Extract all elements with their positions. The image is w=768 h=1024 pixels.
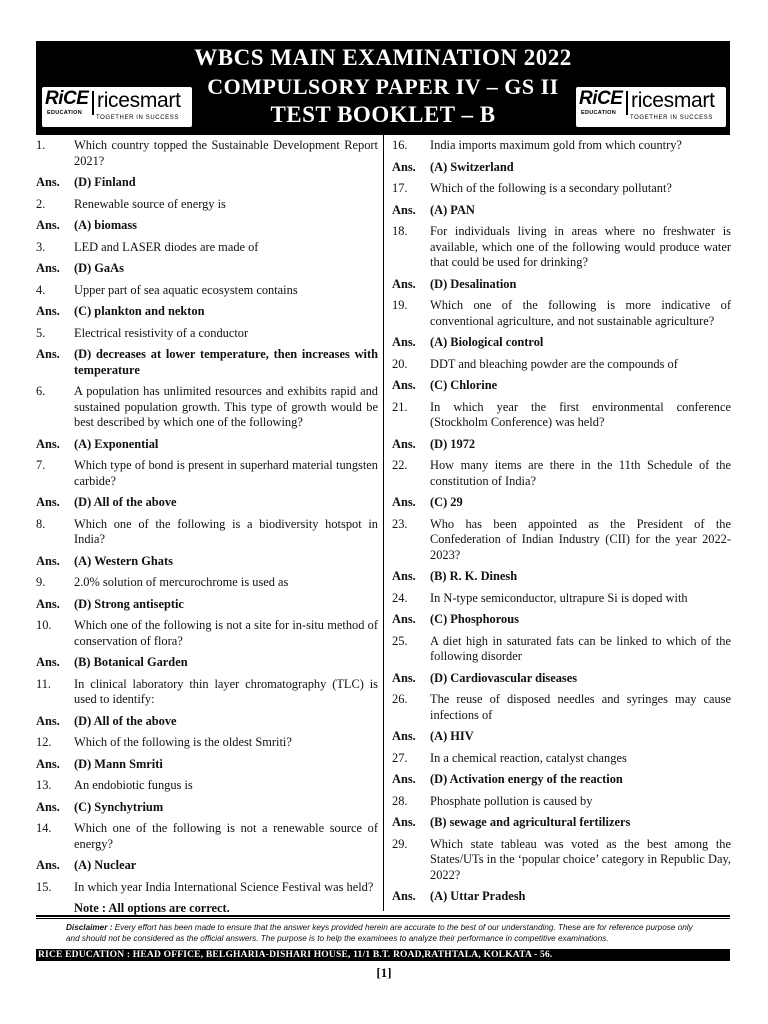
question-row	[392, 138, 731, 154]
question-row	[36, 880, 378, 896]
question-row	[36, 735, 378, 751]
paper-title: COMPULSORY PAPER IV – GS II	[207, 74, 559, 99]
answer-row	[36, 261, 378, 277]
answer-row	[392, 495, 731, 511]
question-number: 24.	[392, 590, 408, 605]
answer-row	[392, 772, 731, 788]
question-text: Who has been appointed as the President of the Confederation of Indian Industry (CII) for the year 2022-2023?	[430, 516, 731, 562]
disclaimer-label: Disclaimer :	[66, 923, 113, 932]
question-number: 11.	[36, 676, 52, 691]
exam-header	[36, 41, 730, 135]
answer-text: (A) Biological control	[430, 335, 544, 349]
answer-text: (C) Synchytrium	[74, 799, 164, 814]
question-number: 18.	[392, 224, 408, 238]
question-text: The reuse of disposed needles and syringes may cause infections of	[430, 692, 731, 722]
question-row	[392, 692, 731, 723]
logo-tagline: TOGETHER IN SUCCESS	[96, 115, 179, 121]
question-number: 1.	[36, 138, 46, 152]
question-row	[392, 400, 731, 431]
question-row	[36, 384, 378, 431]
question-row	[36, 677, 378, 708]
disclaimer-text: Every effort has been made to ensure that the answer keys provided herein are accurate to the best of our understanding. These are for reference purpose only and should not be considered as the official answers. The purpose is to help the examinees to analyze their performance in competitive examinations.	[66, 923, 693, 943]
answer-row	[36, 218, 378, 234]
question-text: Which one of the following is more indicative of conventional agriculture, and not sustainable agriculture?	[430, 298, 731, 328]
question-number: 8.	[36, 516, 46, 531]
answer-row	[392, 160, 731, 176]
question-row	[36, 517, 378, 548]
answer-label: Ans.	[392, 569, 416, 583]
answer-label: Ans.	[392, 276, 416, 291]
answer-text: (A) Uttar Pradesh	[430, 889, 526, 903]
question-row	[36, 138, 378, 169]
question-number: 29.	[392, 836, 408, 851]
answer-label: Ans.	[392, 495, 416, 509]
question-number: 27.	[392, 750, 408, 765]
answer-row	[36, 554, 378, 570]
question-row	[392, 794, 731, 810]
answer-row	[392, 671, 731, 687]
question-text: A population has unlimited resources and exhibits rapid and sustained population growth. This type of growth would be best described by which one of the following?	[74, 384, 378, 429]
answer-row	[36, 347, 378, 378]
question-number: 13.	[36, 778, 52, 792]
question-number: 12.	[36, 735, 52, 749]
answer-label: Ans.	[392, 772, 416, 786]
rice-logo-left	[42, 87, 192, 127]
question-number: 5.	[36, 325, 46, 340]
logo-edu-text: EDUCATION	[581, 110, 616, 116]
question-text: DDT and bleaching powder are the compounds of	[430, 356, 678, 371]
answer-label: Ans.	[36, 495, 60, 509]
answer-text: (A) Nuclear	[74, 858, 137, 872]
question-number: 25.	[392, 633, 408, 648]
address-bar: RICE EDUCATION : HEAD OFFICE, BELGHARIA-DISHARI HOUSE, 11/1 B.T. ROAD,RATHTALA, KOLKATA - 56.	[36, 949, 730, 961]
answer-text: (D) Finland	[74, 175, 136, 189]
question-text: In clinical laboratory thin layer chromatography (TLC) is used to identify:	[74, 676, 378, 706]
question-number: 9.	[36, 575, 46, 589]
answer-text: (D) All of the above	[74, 713, 177, 728]
question-text: An endobiotic fungus is	[74, 778, 193, 792]
answer-row	[392, 378, 731, 394]
question-row	[392, 517, 731, 564]
answer-label: Ans.	[392, 815, 416, 829]
question-number: 23.	[392, 516, 408, 531]
answer-text: (D) 1972	[430, 436, 476, 451]
answer-text: (C) plankton and nekton	[74, 304, 205, 318]
column-divider	[383, 135, 384, 911]
answer-label: Ans.	[36, 304, 60, 318]
answer-row	[36, 655, 378, 671]
question-text: In which year India International Science Festival was held?	[74, 879, 374, 894]
answer-text: (A) HIV	[430, 729, 474, 743]
rice-logo-right	[576, 87, 726, 127]
question-text: Electrical resistivity of a conductor	[74, 325, 249, 340]
footer-rule	[36, 915, 730, 917]
question-row	[392, 591, 731, 607]
answer-row	[36, 175, 378, 191]
answer-row	[392, 569, 731, 585]
question-row	[36, 326, 378, 342]
answer-row	[392, 335, 731, 351]
question-number: 19.	[392, 298, 408, 312]
question-text: Which one of the following is a biodiversity hotspot in India?	[74, 516, 378, 546]
answer-row	[392, 612, 731, 628]
question-row	[36, 458, 378, 489]
question-text: India imports maximum gold from which country?	[430, 138, 682, 152]
answer-row	[392, 437, 731, 453]
answer-row	[36, 495, 378, 511]
question-number: 16.	[392, 138, 408, 152]
question-text: Phosphate pollution is caused by	[430, 793, 593, 808]
footer-rule-thin	[36, 918, 730, 919]
left-question-column	[36, 138, 378, 923]
question-number: 3.	[36, 239, 46, 254]
question-text: How many items are there in the 11th Schedule of the constitution of India?	[430, 458, 731, 488]
question-text: Which of the following is the oldest Smriti?	[74, 735, 292, 749]
answer-label: Ans.	[36, 347, 60, 361]
question-text: Renewable source of energy is	[74, 196, 226, 211]
logo-separator	[626, 91, 628, 115]
question-row	[392, 357, 731, 373]
answer-text: (D) Desalination	[430, 276, 517, 291]
question-text: In which year the first environmental conference (Stockholm Conference) was held?	[430, 399, 731, 429]
answer-text: (C) Chlorine	[430, 378, 498, 392]
answer-row	[392, 729, 731, 745]
answer-label: Ans.	[392, 889, 416, 903]
answer-label: Ans.	[392, 335, 416, 349]
logo-brand-text: ricesmart	[631, 89, 715, 112]
answer-label: Ans.	[36, 858, 60, 872]
logo-rice-text: RiCE	[45, 88, 89, 109]
answer-row	[392, 815, 731, 831]
question-number: 14.	[36, 821, 52, 835]
question-number: 7.	[36, 458, 46, 472]
answer-row	[36, 437, 378, 453]
answer-label: Ans.	[392, 612, 416, 626]
question-row	[36, 240, 378, 256]
answer-text: (D) Cardiovascular diseases	[430, 670, 578, 685]
answer-text: (D) Mann Smriti	[74, 756, 163, 771]
logo-tagline: TOGETHER IN SUCCESS	[630, 115, 713, 121]
question-number: 17.	[392, 181, 408, 195]
question-row	[392, 224, 731, 271]
answer-label: Ans.	[36, 218, 60, 232]
question-text: Which state tableau was voted as the best among the States/UTs in the ‘popular choice’ category in Republic Day, 2022?	[430, 836, 731, 882]
disclaimer	[66, 922, 706, 944]
answer-text: (B) Botanical Garden	[74, 655, 188, 669]
question-number: 10.	[36, 618, 52, 632]
answer-label: Ans.	[36, 799, 60, 814]
question-number: 21.	[392, 399, 408, 414]
answer-row	[36, 858, 378, 874]
question-text: In a chemical reaction, catalyst changes	[430, 750, 627, 765]
answer-text: Note : All options are correct.	[74, 901, 230, 915]
answer-row	[392, 277, 731, 293]
answer-label: Ans.	[392, 729, 416, 743]
question-number: 20.	[392, 356, 408, 371]
question-text: Which one of the following is not a site for in-situ method of conservation of flora?	[74, 618, 378, 648]
question-number: 22.	[392, 458, 408, 472]
question-text: In N-type semiconductor, ultrapure Si is doped with	[430, 590, 688, 605]
answer-row	[36, 757, 378, 773]
question-text: Upper part of sea aquatic ecosystem contains	[74, 282, 298, 297]
answer-label: Ans.	[392, 159, 416, 174]
answer-text: (A) Switzerland	[430, 159, 514, 174]
question-row	[392, 751, 731, 767]
question-number: 28.	[392, 793, 408, 808]
answer-text: (C) 29	[430, 495, 463, 509]
question-text: Which of the following is a secondary pollutant?	[430, 181, 672, 195]
answer-text: (A) Exponential	[74, 436, 159, 451]
question-text: Which type of bond is present in superhard material tungsten carbide?	[74, 458, 378, 488]
answer-row	[36, 800, 378, 816]
answer-label: Ans.	[36, 261, 60, 275]
booklet-title: TEST BOOKLET – B	[270, 102, 496, 127]
answer-text: (D) Activation energy of the reaction	[430, 772, 623, 786]
question-row	[36, 283, 378, 299]
question-number: 4.	[36, 282, 46, 297]
answer-label: Ans.	[36, 175, 60, 189]
logo-separator	[92, 91, 94, 115]
answer-label: Ans.	[36, 756, 60, 771]
question-text: A diet high in saturated fats can be linked to which of the following disorder	[430, 633, 731, 663]
question-row	[36, 575, 378, 591]
logo-edu-text: EDUCATION	[47, 110, 82, 116]
answer-text: (A) Western Ghats	[74, 553, 173, 568]
question-row	[36, 821, 378, 852]
question-row	[36, 618, 378, 649]
page-number: [1]	[376, 965, 392, 980]
answer-text: (B) sewage and agricultural fertilizers	[430, 815, 631, 829]
question-row	[392, 458, 731, 489]
answer-text: (C) Phosphorous	[430, 612, 519, 626]
answer-row	[36, 304, 378, 320]
question-text: For individuals living in areas where no freshwater is available, which one of the following would produce water that could be used for drinking?	[430, 224, 731, 269]
answer-row	[392, 203, 731, 219]
question-text: Which one of the following is not a renewable source of energy?	[74, 821, 378, 851]
answer-label: Ans.	[36, 553, 60, 568]
right-question-column	[392, 138, 731, 911]
question-text: 2.0% solution of mercurochrome is used as	[74, 575, 289, 589]
answer-row	[36, 714, 378, 730]
question-number: 26.	[392, 692, 408, 706]
logo-rice-text: RiCE	[579, 88, 623, 109]
exam-title: WBCS MAIN EXAMINATION 2022	[194, 45, 572, 70]
question-row	[392, 181, 731, 197]
answer-text: (D) GaAs	[74, 261, 124, 275]
answer-label: Ans.	[36, 713, 60, 728]
answer-row	[392, 889, 731, 905]
question-number: 15.	[36, 879, 52, 894]
answer-text: (B) R. K. Dinesh	[430, 569, 518, 583]
answer-label: Ans.	[36, 436, 60, 451]
question-row	[36, 778, 378, 794]
question-row	[392, 298, 731, 329]
question-text: Which country topped the Sustainable Development Report 2021?	[74, 138, 378, 168]
answer-label: Ans.	[36, 655, 60, 669]
answer-text: (D) Strong antiseptic	[74, 596, 184, 611]
answer-text: (A) PAN	[430, 202, 475, 217]
question-row	[36, 197, 378, 213]
answer-row	[36, 597, 378, 613]
answer-text: (D) decreases at lower temperature, then increases with temperature	[74, 347, 378, 377]
answer-label: Ans.	[392, 378, 416, 392]
question-row	[392, 634, 731, 665]
question-number: 6.	[36, 384, 46, 398]
answer-label: Ans.	[392, 202, 416, 217]
question-text: LED and LASER diodes are made of	[74, 239, 259, 254]
answer-label: Ans.	[392, 436, 416, 451]
answer-text: (D) All of the above	[74, 495, 177, 509]
question-row	[392, 837, 731, 884]
logo-brand-text: ricesmart	[97, 89, 181, 112]
question-number: 2.	[36, 196, 46, 211]
answer-label: Ans.	[392, 670, 416, 685]
answer-label: Ans.	[36, 596, 60, 611]
answer-text: (A) biomass	[74, 218, 137, 232]
